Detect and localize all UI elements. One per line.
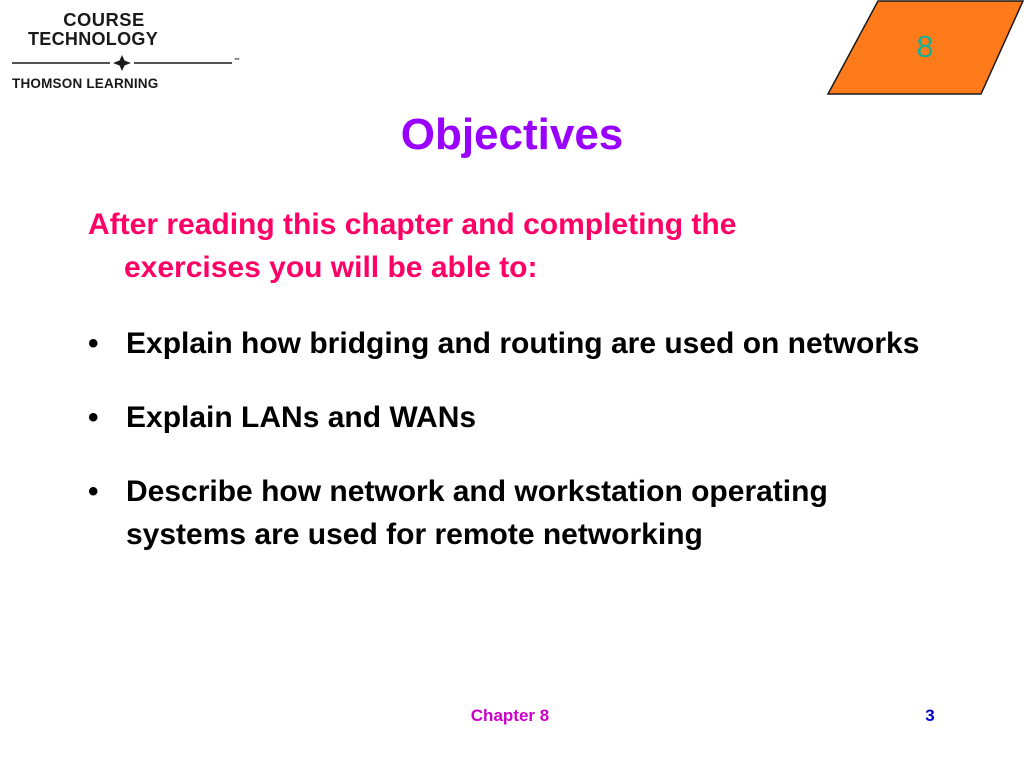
slide-title: Objectives xyxy=(400,110,624,159)
bullet-text: Describe how network and workstation operating systems are used for remote networking xyxy=(126,475,828,551)
list-item xyxy=(88,322,928,365)
intro-text xyxy=(88,203,908,289)
bullet-marker: • xyxy=(88,327,99,360)
chapter-badge-number: 8 xyxy=(916,29,934,64)
logo-line-technology: TECHNOLOGY xyxy=(28,29,159,49)
intro-line-2: exercises you will be able to: xyxy=(124,251,538,284)
course-technology-logo xyxy=(12,10,247,94)
bullet-marker: • xyxy=(88,401,99,434)
logo-line-thomson-learning: THOMSON LEARNING xyxy=(12,76,159,91)
footer-page-number: 3 xyxy=(925,706,935,725)
logo-trademark: ™ xyxy=(234,58,240,64)
objectives-list xyxy=(88,322,928,587)
list-item xyxy=(88,470,928,556)
bullet-text: Explain how bridging and routing are used on networks xyxy=(126,327,920,360)
intro-line-1: After reading this chapter and completing the xyxy=(88,208,737,241)
bullet-marker: • xyxy=(88,475,99,508)
logo-star-divider-icon xyxy=(12,55,252,71)
footer-chapter-label: Chapter 8 xyxy=(470,706,550,725)
bullet-text: Explain LANs and WANs xyxy=(126,401,477,434)
logo-line-course: COURSE xyxy=(63,10,145,30)
list-item xyxy=(88,396,928,439)
